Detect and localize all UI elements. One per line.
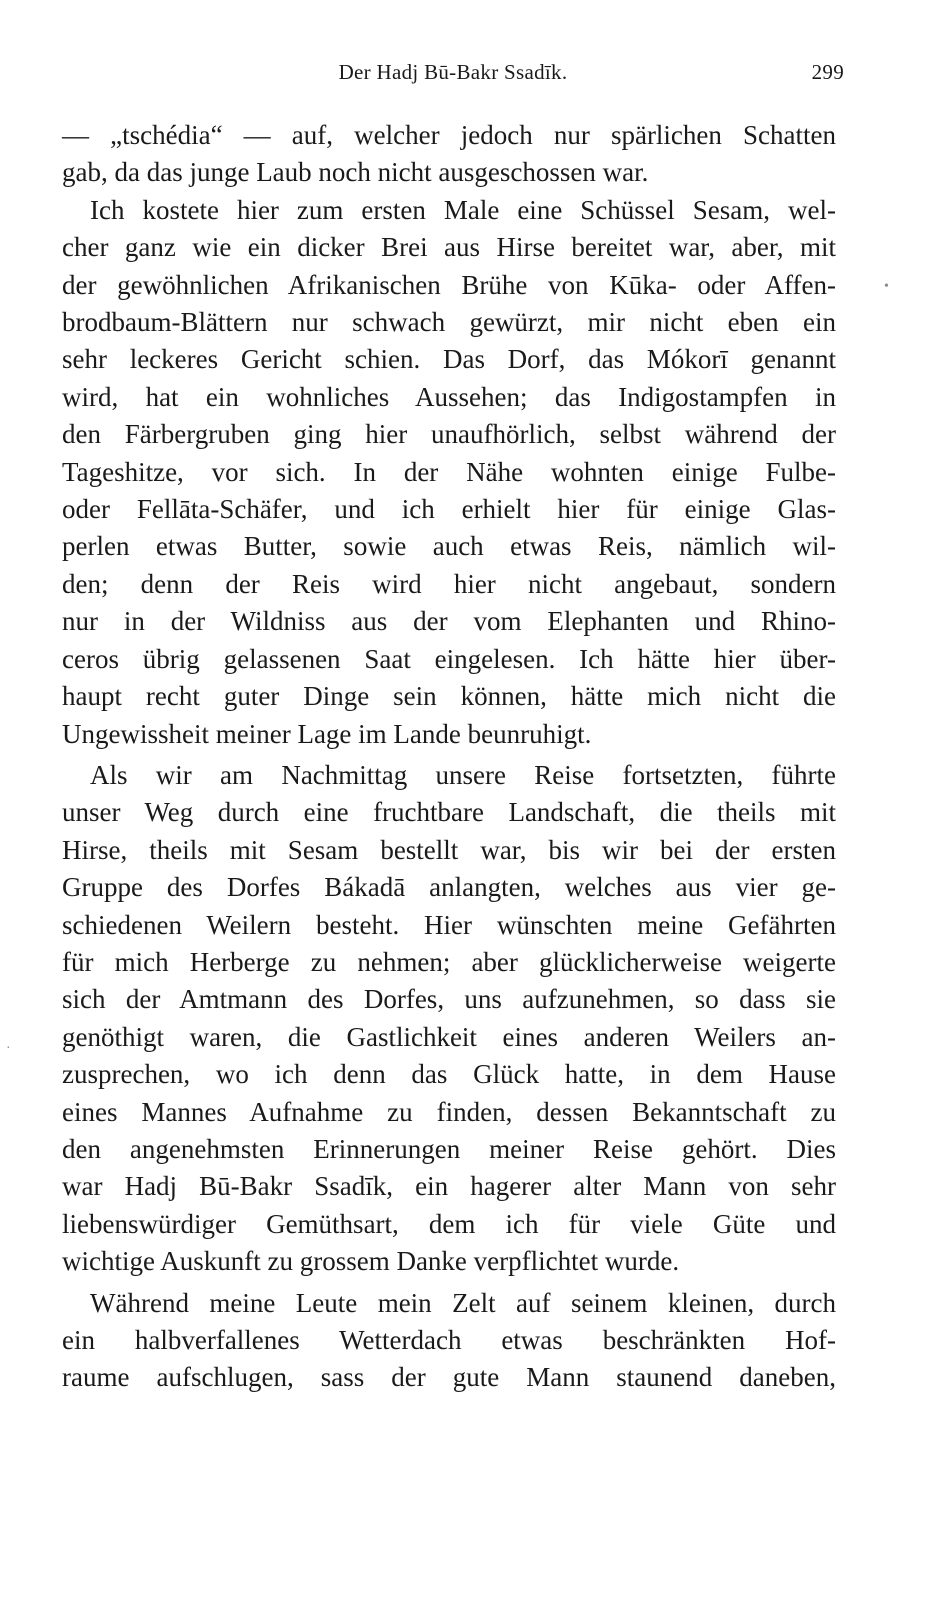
text-line: der gewöhnlichen Afrikanischen Brühe von Kūka- oder Affen-	[62, 269, 836, 300]
body-text	[62, 117, 836, 1397]
text-line: raume aufschlugen, sass der gute Mann staunend daneben,	[62, 1362, 836, 1393]
text-line: ein halbverfallenes Wetterdach etwas beschränkten Hof-	[62, 1325, 836, 1355]
text-line: zusprechen, wo ich denn das Glück hatte, in dem Hause	[62, 1059, 836, 1090]
text-line: unser Weg durch eine fruchtbare Landschaft, die theils mit	[62, 797, 836, 828]
text-line: genöthigt waren, die Gastlichkeit eines anderen Weilers an-	[62, 1021, 836, 1052]
text-line: wichtige Auskunft zu grossem Danke verpflichtet wurde.	[62, 1246, 680, 1277]
text-line: war Hadj Bū-Bakr Ssadīk, ein hagerer alter Mann von sehr	[62, 1171, 836, 1202]
text-line: Als wir am Nachmittag unsere Reise fortsetzten, führte	[90, 759, 836, 790]
text-line: Während meine Leute mein Zelt auf seinem kleinen, durch	[90, 1287, 836, 1318]
text-line: den angenehmsten Erinnerungen meiner Reise gehört. Dies	[62, 1133, 836, 1164]
text-line: brodbaum-Blättern nur schwach gewürzt, mir nicht eben ein	[62, 307, 836, 338]
text-line: gab, da das junge Laub noch nicht ausgeschossen war.	[62, 157, 649, 188]
running-head	[62, 60, 844, 90]
text-line: eines Mannes Aufnahme zu finden, dessen Bekanntschaft zu	[62, 1096, 836, 1127]
text-line: für mich Herberge zu nehmen; aber glücklicherweise weigerte	[62, 946, 836, 977]
text-line: perlen etwas Butter, sowie auch etwas Reis, nämlich wil-	[62, 531, 836, 562]
text-line: ceros übrig gelassenen Saat eingelesen. Ich hätte hier über-	[62, 643, 836, 674]
text-line: liebenswürdiger Gemüthsart, dem ich für viele Güte und	[62, 1208, 836, 1239]
text-line: nur in der Wildniss aus der vom Elephanten und Rhino-	[62, 606, 836, 637]
text-line: wird, hat ein wohnliches Aussehen; das Indigostampfen in	[62, 381, 836, 412]
margin-speck: ·	[6, 1041, 11, 1056]
page-number: 299	[811, 60, 844, 84]
margin-speck: •	[884, 279, 889, 294]
text-line: Tageshitze, vor sich. In der Nähe wohnten einige Fulbe-	[62, 456, 836, 487]
text-line: schiedenen Weilern besteht. Hier wünschten meine Gefährten	[62, 909, 836, 940]
paragraph	[62, 117, 836, 192]
paragraph	[62, 757, 836, 1281]
text-line: oder Fellāta-Schäfer, und ich erhielt hier für einige Glas-	[62, 494, 836, 525]
text-line: den Färbergruben ging hier unaufhörlich, selbst während der	[62, 419, 836, 450]
paragraph	[62, 192, 836, 753]
text-line: haupt recht guter Dinge sein können, hätte mich nicht die	[62, 681, 836, 712]
text-line: den; denn der Reis wird hier nicht angebaut, sondern	[62, 568, 836, 599]
text-line: Hirse, theils mit Sesam bestellt war, bis wir bei der ersten	[62, 834, 836, 865]
text-line: sich der Amtmann des Dorfes, uns aufzunehmen, so dass sie	[62, 984, 836, 1015]
text-line: sehr leckeres Gericht schien. Das Dorf, das Mókorī genannt	[62, 344, 836, 375]
text-line: Ungewissheit meiner Lage im Lande beunruhigt.	[62, 718, 592, 749]
text-line: cher ganz wie ein dicker Brei aus Hirse bereitet war, aber, mit	[62, 232, 836, 263]
running-title: Der Hadj Bū-Bakr Ssadīk.	[338, 60, 568, 84]
text-line: Gruppe des Dorfes Bákadā anlangten, welches aus vier ge-	[62, 872, 836, 903]
text-line: Ich kostete hier zum ersten Male eine Schüssel Sesam, wel-	[90, 194, 836, 225]
paragraph	[62, 1285, 836, 1397]
text-line: — „tschédia“ — auf, welcher jedoch nur spärlichen Schatten	[62, 120, 836, 150]
